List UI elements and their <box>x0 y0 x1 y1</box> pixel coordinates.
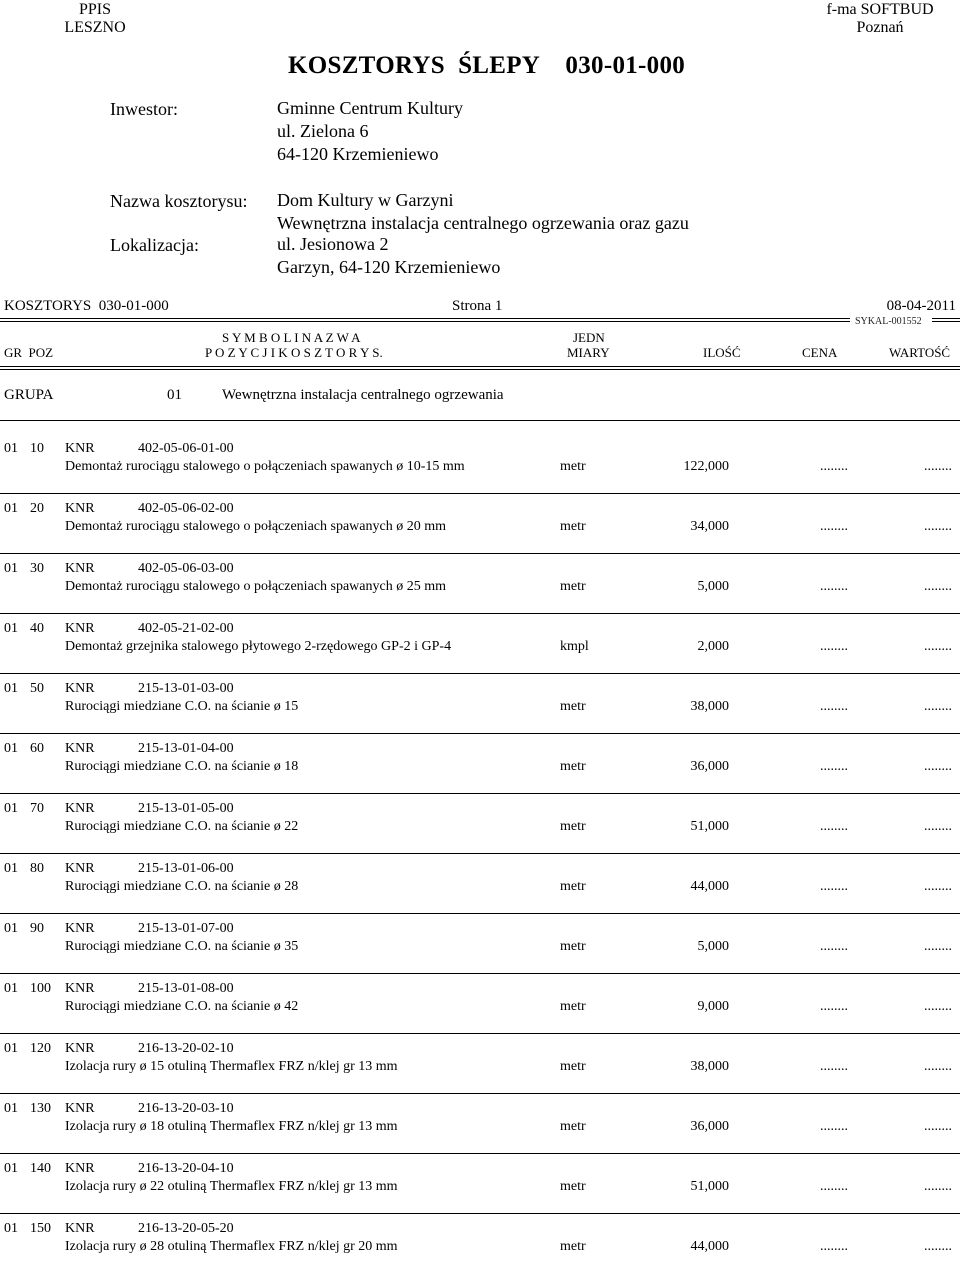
row-position: 150 <box>30 1221 51 1236</box>
row-price: ........ <box>820 639 848 654</box>
location-label: Lokalizacja: <box>110 235 199 255</box>
location-line-2: Garzyn, 64-120 Krzemieniewo <box>277 257 501 277</box>
row-quantity: 2,000 <box>697 639 729 654</box>
row-group: 01 <box>4 561 18 576</box>
row-separator <box>0 1093 960 1094</box>
row-separator <box>0 853 960 854</box>
row-quantity: 44,000 <box>690 1239 729 1254</box>
row-source: KNR <box>65 1221 95 1236</box>
row-quantity: 36,000 <box>690 1119 729 1134</box>
row-price: ........ <box>820 1239 848 1254</box>
group-name: Wewnętrzna instalacja centralnego ogrzewania <box>222 387 504 403</box>
row-code: 216-13-20-05-20 <box>138 1221 234 1236</box>
table-row <box>0 681 960 731</box>
row-source: KNR <box>65 741 95 756</box>
row-description: Izolacja rury ø 28 otuliną Thermaflex FRZ n/klej gr 20 mm <box>65 1239 398 1254</box>
row-source: KNR <box>65 561 95 576</box>
row-description: Rurociągi miedziane C.O. na ścianie ø 22 <box>65 819 299 834</box>
row-unit: metr <box>560 459 586 474</box>
row-value: ........ <box>924 819 952 834</box>
row-unit: metr <box>560 939 586 954</box>
header-rule <box>0 318 850 322</box>
row-position: 10 <box>30 441 44 456</box>
row-unit: metr <box>560 699 586 714</box>
row-source: KNR <box>65 1161 95 1176</box>
row-group: 01 <box>4 1041 18 1056</box>
row-position: 80 <box>30 861 44 876</box>
group-number: 01 <box>167 387 182 403</box>
row-description: Rurociągi miedziane C.O. na ścianie ø 28 <box>65 879 299 894</box>
row-position: 40 <box>30 621 44 636</box>
row-unit: metr <box>560 759 586 774</box>
row-description: Demontaż grzejnika stalowego płytowego 2-rzędowego GP-2 i GP-4 <box>65 639 452 654</box>
row-value: ........ <box>924 939 952 954</box>
document-title: KOSZTORYS ŚLEPY 030-01-000 <box>288 52 686 79</box>
row-price: ........ <box>820 459 848 474</box>
row-code: 216-13-20-04-10 <box>138 1161 234 1176</box>
row-quantity: 9,000 <box>697 999 729 1014</box>
row-value: ........ <box>924 1239 952 1254</box>
row-separator <box>0 1213 960 1214</box>
investor-line-2: ul. Zielona 6 <box>277 121 369 141</box>
table-row <box>0 981 960 1031</box>
estimate-name-line-1: Dom Kultury w Garzyni <box>277 190 454 210</box>
row-code: 402-05-06-03-00 <box>138 561 234 576</box>
row-price: ........ <box>820 759 848 774</box>
row-group: 01 <box>4 861 18 876</box>
row-group: 01 <box>4 921 18 936</box>
row-description: Rurociągi miedziane C.O. na ścianie ø 35 <box>65 939 299 954</box>
row-quantity: 38,000 <box>690 699 729 714</box>
table-row <box>0 861 960 911</box>
row-unit: metr <box>560 999 586 1014</box>
row-value: ........ <box>924 1119 952 1134</box>
row-position: 30 <box>30 561 44 576</box>
row-value: ........ <box>924 699 952 714</box>
row-quantity: 44,000 <box>690 879 729 894</box>
row-separator <box>0 793 960 794</box>
row-value: ........ <box>924 999 952 1014</box>
row-position: 20 <box>30 501 44 516</box>
row-source: KNR <box>65 681 95 696</box>
row-price: ........ <box>820 939 848 954</box>
investor-line-3: 64-120 Krzemieniewo <box>277 144 439 164</box>
row-quantity: 34,000 <box>690 519 729 534</box>
row-separator <box>0 973 960 974</box>
row-group: 01 <box>4 1221 18 1236</box>
row-value: ........ <box>924 879 952 894</box>
row-unit: metr <box>560 879 586 894</box>
row-source: KNR <box>65 1041 95 1056</box>
investor-label: Inwestor: <box>110 99 178 119</box>
col-quantity: ILOŚĆ <box>703 345 741 360</box>
row-separator <box>0 1153 960 1154</box>
row-code: 215-13-01-05-00 <box>138 801 234 816</box>
row-code: 402-05-06-02-00 <box>138 501 234 516</box>
col-value: WARTOŚĆ <box>889 345 951 360</box>
row-separator <box>0 1033 960 1034</box>
row-group: 01 <box>4 741 18 756</box>
row-unit: metr <box>560 579 586 594</box>
row-quantity: 36,000 <box>690 759 729 774</box>
row-value: ........ <box>924 1179 952 1194</box>
row-description: Demontaż rurociągu stalowego o połączeniach spawanych ø 10-15 mm <box>65 459 465 474</box>
row-code: 402-05-06-01-00 <box>138 441 234 456</box>
row-unit: metr <box>560 1059 586 1074</box>
row-description: Demontaż rurociągu stalowego o połączeniach spawanych ø 20 mm <box>65 519 446 534</box>
page-number: Strona 1 <box>452 298 503 314</box>
row-price: ........ <box>820 699 848 714</box>
row-separator <box>0 673 960 674</box>
company-left-city: LESZNO <box>64 19 126 36</box>
row-quantity: 5,000 <box>697 579 729 594</box>
row-position: 50 <box>30 681 44 696</box>
row-description: Rurociągi miedziane C.O. na ścianie ø 42 <box>65 999 299 1014</box>
row-code: 215-13-01-04-00 <box>138 741 234 756</box>
header-rule-right <box>932 318 960 322</box>
row-price: ........ <box>820 519 848 534</box>
page-doc-number: KOSZTORYS 030-01-000 <box>4 298 169 314</box>
row-quantity: 38,000 <box>690 1059 729 1074</box>
table-row <box>0 1161 960 1211</box>
company-left-name: PPIS <box>78 1 112 18</box>
table-row <box>0 1041 960 1091</box>
row-value: ........ <box>924 579 952 594</box>
row-separator <box>0 613 960 614</box>
row-value: ........ <box>924 759 952 774</box>
row-quantity: 5,000 <box>697 939 729 954</box>
row-code: 215-13-01-03-00 <box>138 681 234 696</box>
row-code: 215-13-01-07-00 <box>138 921 234 936</box>
table-row <box>0 801 960 851</box>
row-description: Demontaż rurociągu stalowego o połączeniach spawanych ø 25 mm <box>65 579 446 594</box>
group-rule <box>0 420 960 421</box>
row-description: Izolacja rury ø 15 otuliną Thermaflex FRZ n/klej gr 13 mm <box>65 1059 398 1074</box>
row-value: ........ <box>924 519 952 534</box>
row-separator <box>0 733 960 734</box>
program-code: SYKAL-001552 <box>855 316 922 327</box>
row-position: 60 <box>30 741 44 756</box>
table-row <box>0 501 960 551</box>
row-unit: metr <box>560 819 586 834</box>
row-group: 01 <box>4 1161 18 1176</box>
group-label: GRUPA <box>4 387 54 403</box>
table-row <box>0 1221 960 1271</box>
row-group: 01 <box>4 621 18 636</box>
row-group: 01 <box>4 681 18 696</box>
row-unit: metr <box>560 1119 586 1134</box>
table-row <box>0 561 960 611</box>
row-quantity: 122,000 <box>683 459 729 474</box>
table-row <box>0 621 960 671</box>
investor-line-1: Gminne Centrum Kultury <box>277 98 463 118</box>
row-price: ........ <box>820 1119 848 1134</box>
row-code: 216-13-20-03-10 <box>138 1101 234 1116</box>
row-position: 100 <box>30 981 51 996</box>
row-source: KNR <box>65 981 95 996</box>
row-group: 01 <box>4 801 18 816</box>
row-description: Izolacja rury ø 18 otuliną Thermaflex FRZ n/klej gr 13 mm <box>65 1119 398 1134</box>
row-source: KNR <box>65 1101 95 1116</box>
table-row <box>0 921 960 971</box>
row-price: ........ <box>820 1179 848 1194</box>
company-right-city: Poznań <box>856 19 904 36</box>
columns-rule <box>0 366 960 370</box>
table-row <box>0 741 960 791</box>
row-separator <box>0 493 960 494</box>
row-unit: metr <box>560 1239 586 1254</box>
row-position: 130 <box>30 1101 51 1116</box>
row-description: Izolacja rury ø 22 otuliną Thermaflex FRZ n/klej gr 13 mm <box>65 1179 398 1194</box>
row-source: KNR <box>65 861 95 876</box>
row-source: KNR <box>65 501 95 516</box>
row-code: 215-13-01-06-00 <box>138 861 234 876</box>
row-unit: kmpl <box>560 639 589 654</box>
col-unit-line-2: MIARY <box>567 345 610 360</box>
estimate-name-label: Nazwa kosztorysu: <box>110 191 248 211</box>
company-right-name: f-ma SOFTBUD <box>826 1 934 18</box>
row-separator <box>0 553 960 554</box>
row-source: KNR <box>65 801 95 816</box>
row-price: ........ <box>820 579 848 594</box>
row-code: 402-05-21-02-00 <box>138 621 234 636</box>
row-source: KNR <box>65 441 95 456</box>
row-price: ........ <box>820 1059 848 1074</box>
row-description: Rurociągi miedziane C.O. na ścianie ø 15 <box>65 699 299 714</box>
row-source: KNR <box>65 921 95 936</box>
row-price: ........ <box>820 999 848 1014</box>
row-position: 140 <box>30 1161 51 1176</box>
col-symbol-line-1: S Y M B O L I N A Z W A <box>222 330 361 345</box>
col-gr-poz: GR POZ <box>4 345 54 360</box>
row-unit: metr <box>560 519 586 534</box>
row-position: 90 <box>30 921 44 936</box>
row-source: KNR <box>65 621 95 636</box>
row-value: ........ <box>924 1059 952 1074</box>
table-row <box>0 441 960 491</box>
table-row <box>0 1101 960 1151</box>
row-group: 01 <box>4 981 18 996</box>
row-price: ........ <box>820 819 848 834</box>
row-quantity: 51,000 <box>690 1179 729 1194</box>
row-separator <box>0 913 960 914</box>
col-price: CENA <box>802 345 838 360</box>
page-date: 08-04-2011 <box>886 298 956 314</box>
row-code: 215-13-01-08-00 <box>138 981 234 996</box>
row-price: ........ <box>820 879 848 894</box>
row-position: 120 <box>30 1041 51 1056</box>
col-unit-line-1: JEDN <box>573 330 605 345</box>
row-code: 216-13-20-02-10 <box>138 1041 234 1056</box>
row-group: 01 <box>4 441 18 456</box>
col-symbol-line-2: P O Z Y C J I K O S Z T O R Y S. <box>205 345 383 360</box>
row-quantity: 51,000 <box>690 819 729 834</box>
row-unit: metr <box>560 1179 586 1194</box>
row-description: Rurociągi miedziane C.O. na ścianie ø 18 <box>65 759 299 774</box>
row-group: 01 <box>4 1101 18 1116</box>
row-value: ........ <box>924 459 952 474</box>
row-position: 70 <box>30 801 44 816</box>
row-value: ........ <box>924 639 952 654</box>
row-group: 01 <box>4 501 18 516</box>
estimate-name-line-2: Wewnętrzna instalacja centralnego ogrzewania oraz gazu <box>277 213 689 233</box>
location-line-1: ul. Jesionowa 2 <box>277 234 389 254</box>
